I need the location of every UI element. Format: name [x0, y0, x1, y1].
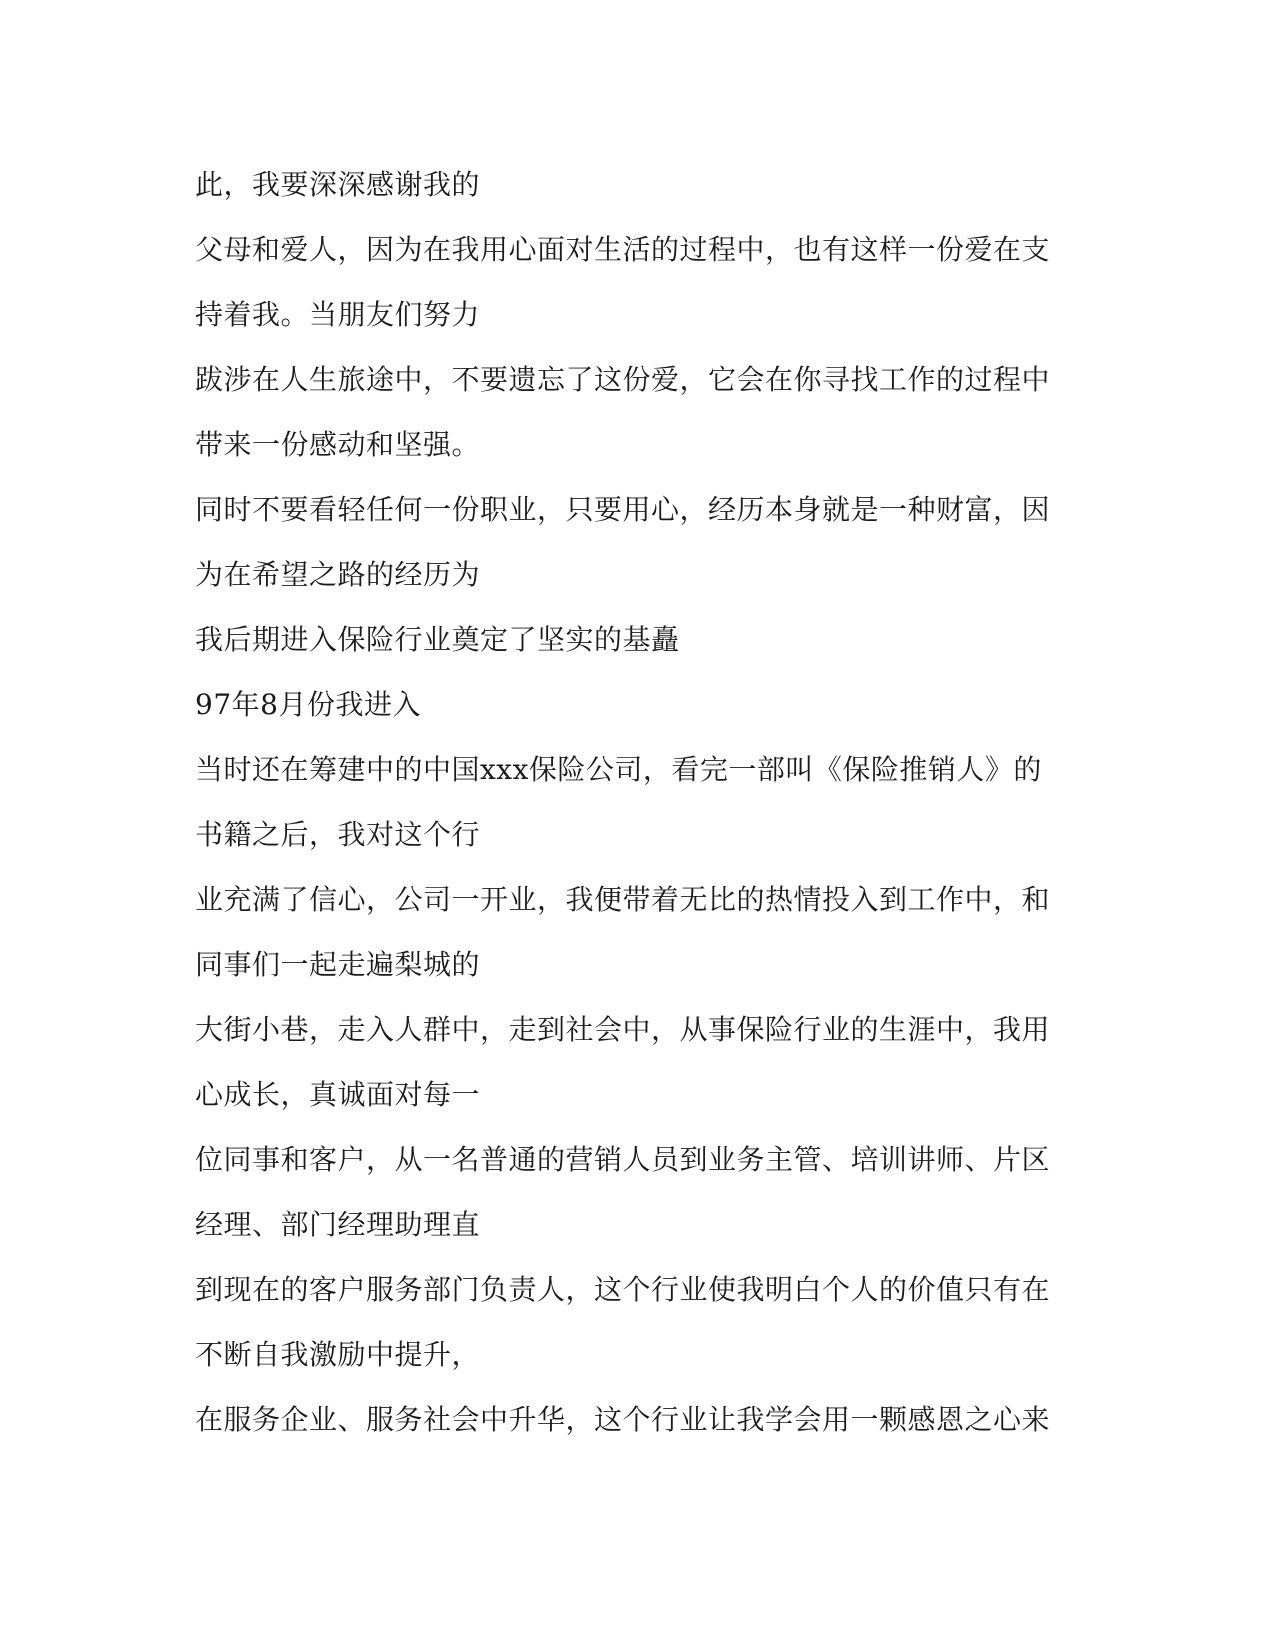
document-body	[195, 152, 1085, 1452]
text-line: 心成长，真诚面对每一	[195, 1078, 481, 1111]
text-line: 当时还在筹建中的中国xxx保险公司，看完一部叫《保险推销人》的	[195, 753, 1042, 786]
text-line: 经理、部门经理助理直	[195, 1208, 481, 1241]
text-line: 父母和爱人，因为在我用心面对生活的过程中，也有这样一份爱在支	[195, 233, 1051, 266]
text-line: 97年8月份我进入	[195, 688, 421, 721]
text-line: 此，我要深深感谢我的	[195, 168, 481, 201]
text-line: 同事们一起走遍梨城的	[195, 948, 481, 981]
text-line: 为在希望之路的经历为	[195, 558, 481, 591]
text-line: 我后期进入保险行业奠定了坚实的基矗	[195, 623, 680, 656]
text-line: 在服务企业、服务社会中升华，这个行业让我学会用一颗感恩之心来	[195, 1403, 1051, 1436]
text-line: 业充满了信心，公司一开业，我便带着无比的热情投入到工作中，和	[195, 883, 1051, 916]
text-line: 跋涉在人生旅途中，不要遗忘了这份爱，它会在你寻找工作的过程中	[195, 363, 1051, 396]
text-line: 书籍之后，我对这个行	[195, 818, 481, 851]
text-line: 不断自我激励中提升，	[195, 1338, 481, 1371]
text-line: 到现在的客户服务部门负责人，这个行业使我明白个人的价值只有在	[195, 1273, 1051, 1306]
text-line: 位同事和客户，从一名普通的营销人员到业务主管、培训讲师、片区	[195, 1143, 1051, 1176]
text-line: 持着我。当朋友们努力	[195, 298, 481, 331]
text-line: 大街小巷，走入人群中，走到社会中，从事保险行业的生涯中，我用	[195, 1013, 1051, 1046]
text-line: 同时不要看轻任何一份职业，只要用心，经历本身就是一种财富，因	[195, 493, 1051, 526]
text-line: 带来一份感动和坚强。	[195, 428, 481, 461]
